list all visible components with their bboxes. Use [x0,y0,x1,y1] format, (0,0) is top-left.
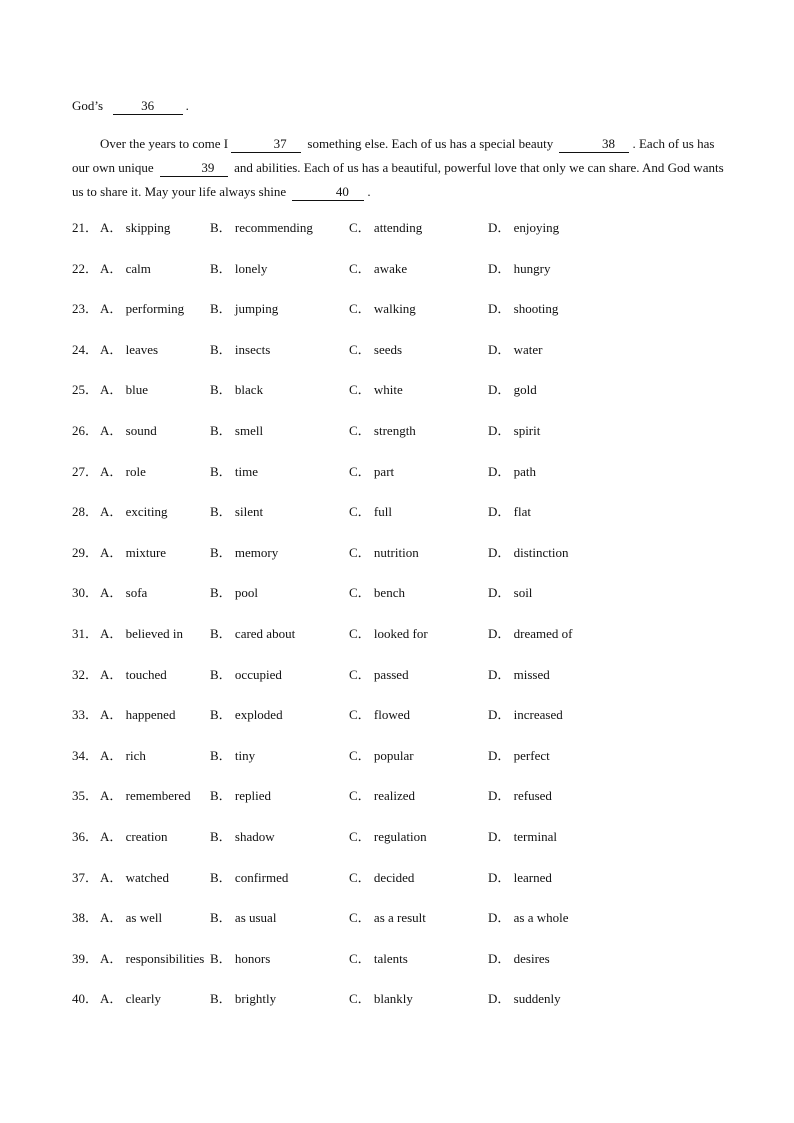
question-row [72,218,722,259]
question-row [72,746,722,787]
passage-text: . [367,184,371,199]
blank-39: 39 [160,160,228,177]
question-number: 23． [72,301,99,317]
question-number: 29． [72,544,99,560]
option-b: B． jumping [210,301,279,317]
option-c: C． looked for [349,625,428,641]
option-c: C． decided [349,869,415,885]
question-number: 34． [72,747,99,763]
passage-line-1 [72,94,724,118]
option-c: C． nutrition [349,544,419,560]
question-row [72,786,722,827]
option-c: C． as a result [349,910,426,926]
option-c: C． part [349,463,395,479]
question-row [72,624,722,665]
option-a: A． calm [100,260,151,276]
question-row [72,583,722,624]
question-number: 25． [72,382,99,398]
option-d: D． as a whole [488,910,569,926]
option-b: B． occupied [210,666,282,682]
question-number: 33． [72,707,99,723]
option-b: B． cared about [210,625,296,641]
option-a: A． performing [100,301,185,317]
option-c: C． regulation [349,828,427,844]
option-d: D． spirit [488,422,541,438]
option-a: A． as well [100,910,163,926]
option-b: B． insects [210,341,271,357]
question-options-list [72,218,722,1030]
option-c: C． full [349,504,392,520]
option-a: A． creation [100,828,168,844]
blank-37: 37 [231,136,301,153]
question-number: 21． [72,220,99,235]
passage-text: God’s [72,98,104,113]
question-row [72,299,722,340]
question-number: 40． [72,991,99,1007]
blank-36: 36 [113,98,183,115]
passage-text: . Each of us has our own unique [72,136,715,175]
passage-text: something else. Each of us has a special beauty [307,136,554,151]
passage-paragraph-2 [72,132,724,204]
option-d: D． water [488,341,543,357]
option-b: B． time [210,463,259,479]
option-c: C． attending [349,220,423,235]
option-c: C． white [349,382,403,398]
passage-text: Over the years to come I [100,136,229,151]
option-b: B． smell [210,422,264,438]
option-c: C． blankly [349,991,413,1007]
option-b: B． as usual [210,910,277,926]
option-a: A． sofa [100,585,148,601]
option-a: A． happened [100,707,176,723]
option-c: C． realized [349,788,416,804]
option-b: B． pool [210,585,259,601]
option-d: D． path [488,463,537,479]
passage [72,94,724,204]
option-b: B． honors [210,950,271,966]
question-number: 35． [72,788,99,804]
option-d: D． desires [488,950,550,966]
question-row [72,259,722,300]
question-number: 38． [72,910,99,926]
blank-38: 38 [559,136,629,153]
question-row [72,705,722,746]
option-a: A． remembered [100,788,191,804]
question-number: 32． [72,666,99,682]
question-row [72,989,722,1030]
option-d: D． gold [488,382,537,398]
question-row [72,665,722,706]
option-c: C． passed [349,666,409,682]
question-number: 27． [72,463,99,479]
option-a: A． watched [100,869,169,885]
option-c: C． talents [349,950,408,966]
option-a: A． leaves [100,341,159,357]
option-b: B． silent [210,504,264,520]
question-number: 24． [72,341,99,357]
option-d: D． enjoying [488,220,560,235]
option-a: A． exciting [100,504,168,520]
option-b: B． tiny [210,747,256,763]
option-c: C． popular [349,747,414,763]
option-a: A． believed in [100,625,184,641]
option-a: A． skipping [100,220,171,235]
option-d: D． soil [488,585,533,601]
option-a: A． clearly [100,991,162,1007]
question-number: 36． [72,828,99,844]
question-row [72,868,722,909]
question-row [72,908,722,949]
option-a: A． mixture [100,544,167,560]
option-b: B． memory [210,544,279,560]
question-number: 22． [72,260,99,276]
question-row [72,827,722,868]
option-d: D． suddenly [488,991,561,1007]
option-b: B． confirmed [210,869,289,885]
option-d: D． perfect [488,747,550,763]
blank-40: 40 [292,184,364,201]
question-row [72,502,722,543]
question-row [72,340,722,381]
question-number: 37． [72,869,99,885]
question-number: 39． [72,950,99,966]
option-c: C． bench [349,585,405,601]
option-d: D． terminal [488,828,557,844]
option-c: C． walking [349,301,416,317]
option-b: B． lonely [210,260,268,276]
question-number: 30． [72,585,99,601]
option-a: A． blue [100,382,149,398]
option-b: B． replied [210,788,272,804]
option-c: C． awake [349,260,408,276]
option-d: D． shooting [488,301,559,317]
option-d: D． distinction [488,544,569,560]
option-d: D． dreamed of [488,625,573,641]
question-row [72,421,722,462]
option-d: D． hungry [488,260,551,276]
option-b: B． recommending [210,220,313,235]
option-d: D． missed [488,666,550,682]
option-d: D． refused [488,788,552,804]
option-a: A． sound [100,422,157,438]
question-number: 31． [72,625,99,641]
option-a: A． rich [100,747,146,763]
option-a: A． role [100,463,146,479]
option-c: C． flowed [349,707,411,723]
question-row [72,949,722,990]
option-d: D． flat [488,504,531,520]
question-row [72,543,722,584]
question-number: 28． [72,504,99,520]
option-a: A． touched [100,666,167,682]
option-b: B． black [210,382,264,398]
option-d: D． increased [488,707,563,723]
question-row [72,462,722,503]
option-d: D． learned [488,869,552,885]
option-c: C． seeds [349,341,403,357]
question-row [72,380,722,421]
option-a: A． responsibilities [100,950,205,966]
question-number: 26． [72,422,99,438]
option-b: B． exploded [210,707,283,723]
passage-text: and abilities. Each of us has a beautiful, powerful love that only we can share. And God wants us to share it. May your life always shine [72,160,724,199]
option-c: C． strength [349,422,416,438]
option-b: B． shadow [210,828,275,844]
option-b: B． brightly [210,991,277,1007]
passage-text: . [185,98,189,113]
